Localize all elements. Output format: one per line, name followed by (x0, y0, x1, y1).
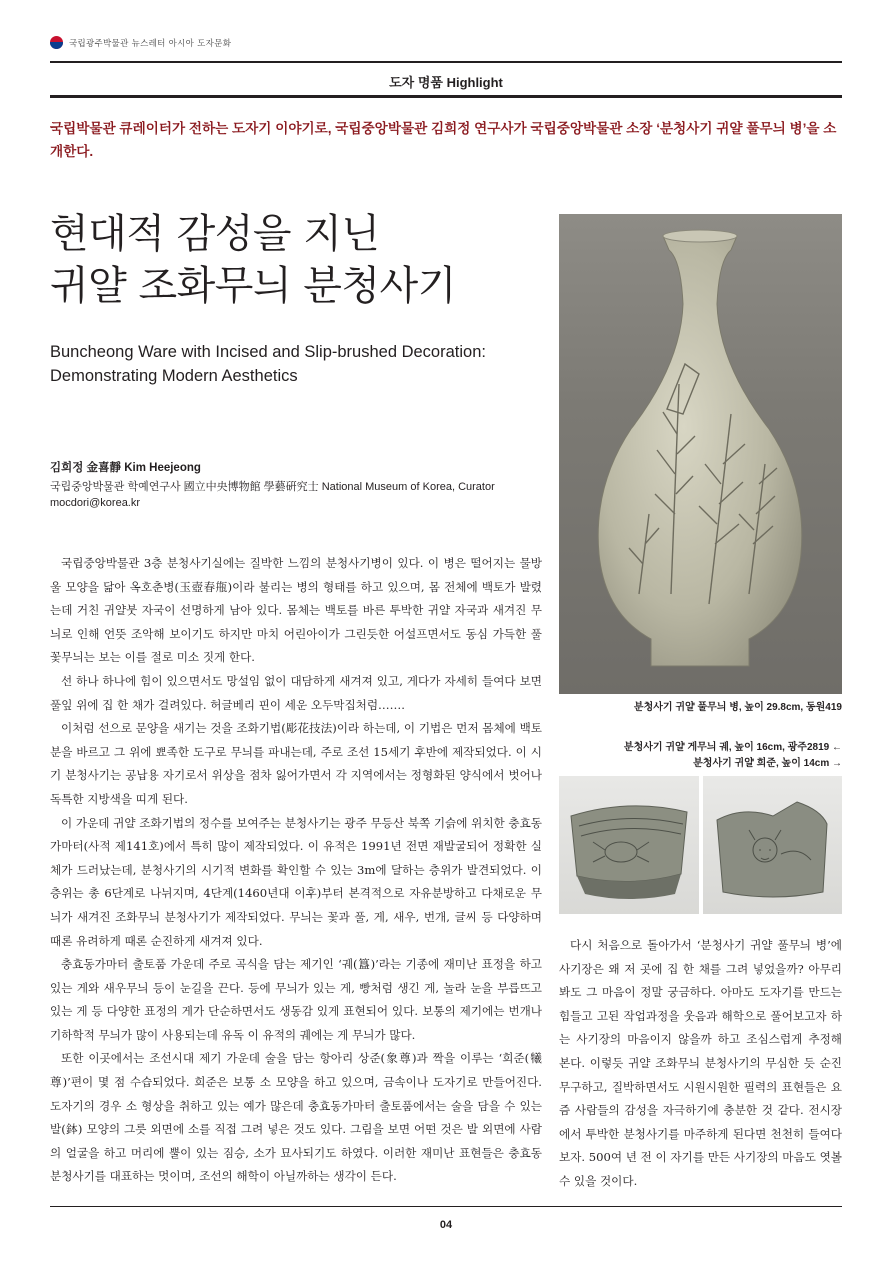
museum-logo-icon (50, 36, 63, 49)
ox-vessel-photo (703, 776, 842, 914)
body-paragraph: 다시 처음으로 돌아가서 ‘분청사기 귀얄 풀무늬 병’에 사기장은 왜 저 곳에 집 한 채를 그려 넣었을까? 아무리 봐도 그 마음이 정말 궁금하다. 아마도 도자기를 만드는 힘들고 고된 작업과정을 웃음과 해학으로 풀어보고자 하는 사기장의 마음이지 않을까 하고 조심스럽게 추정해 본다. 이렇듯 귀얄 조화무늬 분청사기의 무심한 듯 순진무구하고, 질박하면서도 시원시원한 필력의 표현들은 요즘 사람들의 감성을 자극하기에 충분한 것 같다. 전시장에서 투박한 분청사기를 마주하게 된다면 천천히 들여다보자. 500여 년 전 이 자기를 만든 사기장의 마음도 엿볼 수 있을 것이다. (559, 938, 842, 1188)
small-photos-caption (559, 740, 842, 772)
body-paragraph: 이 가운데 귀얄 조화기법의 정수를 보여주는 분청사기는 광주 무등산 북쪽 기슭에 위치한 충효동가마터(사적 제141호)에서 특히 많이 제작되었다. 이 유적은 1991년 전면 재발굴되어 정확한 실체가 드러났는데, 분청사기의 시기적 변화를 확인할 수 있는 3m에 달하는 층위가 발견되었다. 이 층위는 총 6단계로 나뉘지며, 4단계(1460년대 이후)부터 본격적으로 자유분방하고 다채로운 무늬가 새겨진 조화무늬 분청사기가 제작되었다. 무늬는 꽃과 풀, 게, 새우, 번개, 글씨 등 다양하며 때론 유려하게 때론 순진하게 새겨져 있다. (50, 815, 543, 948)
lead-paragraph: 국립박물관 큐레이터가 전하는 도자기 이야기로, 국립중앙박물관 김희정 연구사가 국립중앙박물관 소장 ‘분청사기 귀얄 풀무늬 병’을 소개한다. (50, 121, 837, 159)
author-email[interactable]: mocdori@korea.kr (50, 497, 141, 509)
article-subtitle (50, 340, 550, 388)
vase-photo (559, 214, 842, 694)
crab-vessel-photo (559, 776, 699, 914)
article-body-side (559, 934, 842, 1194)
section-label: 도자 명품 Highlight (389, 75, 503, 90)
author-affiliation: 국립중앙박물관 학예연구사 國立中央博物館 學藝硏究士 National Museum of Korea, Curator (50, 481, 495, 493)
subtitle-line-2: Demonstrating Modern Aesthetics (50, 367, 298, 385)
publication-name: 국립광주박물관 뉴스레터 아시아 도자문화 (69, 38, 232, 49)
body-paragraph: 또한 이곳에서는 조선시대 제기 가운데 술을 담는 항아리 상준(象尊)과 짝을 이루는 ‘희준(犧尊)’편이 몇 점 수습되었다. 희준은 보통 소 모양을 하고 있으며, 금속이나 도자기로 만들어진다. 도자기의 경우 소 형상을 취하고 있는 예가 많은데 충효동가마터 출토품에서는 술을 담을 수 있는 발(鉢) 모양의 그릇 외면에 소를 직접 그려 넣은 것도 있다. 그림을 보면 어떤 것은 발 외면에 사람의 얼굴을 하고 머리에 뿔이 있는 짐승, 소가 묘사되기도 하였다. 이러한 재미난 표현들은 충효동 분청사기를 대표하는 멋이며, 조선의 해학이 아닐까하는 생각이 든다. (50, 1051, 542, 1184)
body-paragraph: 선 하나 하나에 힘이 있으면서도 망설임 없이 대담하게 새겨져 있고, 게다가 자세히 들여다 보면 풀잎 위에 집 한 채가 걸려있다. 허글베리 핀이 세운 오두막집처럼……. (50, 673, 542, 712)
caption-ox-vessel: 분청사기 귀얄 희준, 높이 14cm → (693, 758, 842, 769)
top-divider (50, 61, 842, 63)
article-title (50, 208, 550, 312)
page-number: 04 (439, 1219, 453, 1231)
crab-vessel-illustration (559, 776, 699, 914)
vase-caption: 분청사기 귀얄 풀무늬 병, 높이 29.8cm, 동원419 (633, 702, 842, 713)
ox-vessel-illustration (703, 776, 842, 914)
footer-divider (50, 1206, 842, 1207)
vase-illustration (559, 214, 842, 694)
body-paragraph: 이처럼 선으로 문양을 새기는 것을 조화기법(彫花技法)이라 하는데, 이 기법은 먼저 몸체에 백토분을 바르고 그 위에 뾰족한 도구로 무늬를 파내는데, 주로 조선 15세기 후반에 제작되었다. 이 시기 분청사기는 공납용 자기로서 위상을 점차 잃어가면서 각 지역에서는 정형화된 양식에서 벗어나 독특한 지방색을 띠게 된다. (50, 721, 542, 806)
newsletter-header (50, 36, 231, 49)
article-body-main (50, 552, 542, 1189)
title-line-1: 현대적 감성을 지닌 (50, 211, 380, 257)
body-paragraph: 충효동가마터 출토품 가운데 주로 곡식을 담는 제기인 ‘궤(簋)’라는 기종에 재미난 표정을 하고 있는 게와 새우무늬 등이 눈길을 끈다. 등에 무늬가 있는 게, 빵처럼 생긴 게, 놀라 눈을 부릅뜨고 있는 게 등 다양한 표정의 게가 단순하면서도 생동감 있게 표현되어 있다. 보통의 제기에는 번개나 기하학적 무늬가 많이 사용되는데 유독 이 유적의 궤에는 게 무늬가 많다. (50, 957, 542, 1042)
author-name: 김희정 金喜靜 Kim Heejeong (50, 462, 201, 474)
title-line-2: 귀얄 조화무늬 분청사기 (50, 263, 456, 309)
body-paragraph: 국립중앙박물관 3층 분청사기실에는 질박한 느낌의 분청사기병이 있다. 이 병은 떨어지는 물방울 모양을 닮아 옥호춘병(玉壺春甁)이라 불리는 병의 형태를 하고 있으며, 몸 전체에 백토가 발렸는데 거친 귀얄붓 자국이 선명하게 남아 있다. 몸체는 백토를 바른 투박한 귀얄 자국과 새겨진 무늬로 인해 언뜻 조악해 보이기도 하지만 마치 어린아이가 그린듯한 어설프면서도 동심 가득한 풀꽃무늬는 보는 이를 절로 미소 짓게 한다. (50, 556, 542, 665)
subtitle-line-1: Buncheong Ware with Incised and Slip-brushed Decoration: (50, 343, 486, 361)
section-divider (50, 95, 842, 98)
caption-crab-vessel: 분청사기 귀얄 게무늬 궤, 높이 16cm, 광주2819 ← (623, 742, 842, 753)
